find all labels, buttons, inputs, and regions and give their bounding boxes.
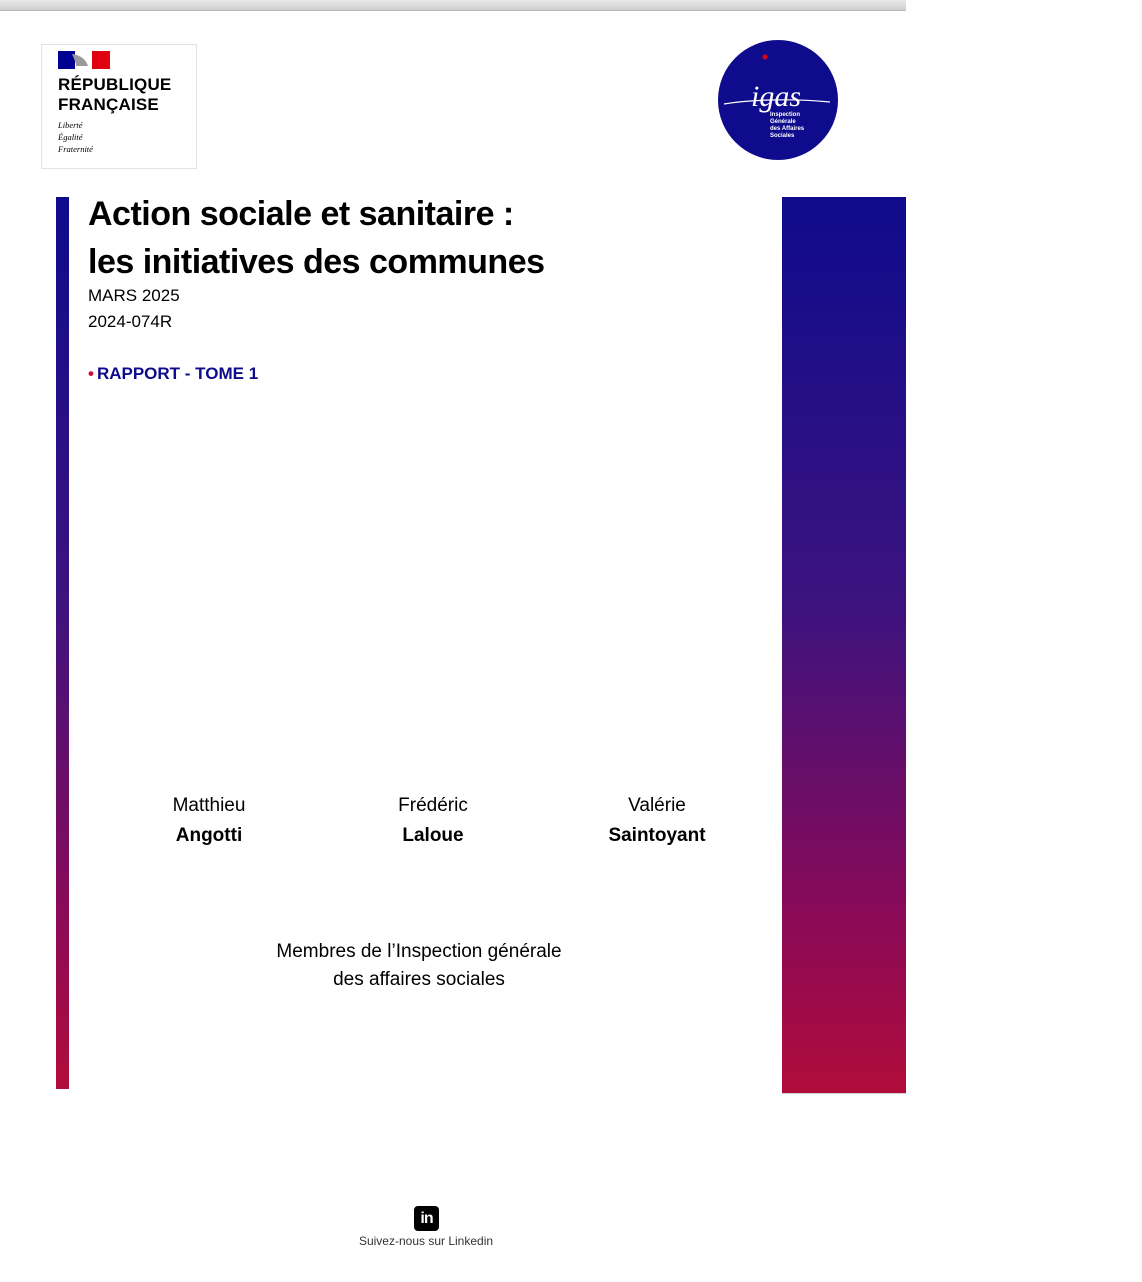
rapport-band-text: RAPPORT bbox=[932, 160, 1142, 1094]
linkedin-icon[interactable]: in bbox=[414, 1206, 439, 1231]
author-2 bbox=[333, 791, 533, 851]
author-3 bbox=[557, 791, 757, 851]
report-title-line-1: Action sociale et sanitaire : bbox=[88, 195, 514, 233]
author-first-name: Valérie bbox=[628, 795, 686, 816]
report-type bbox=[88, 364, 258, 384]
republique-motto: Liberté Égalité Fraternité bbox=[58, 120, 93, 154]
republique-francaise-logo bbox=[41, 44, 197, 169]
members-caption: Membres de l’Inspection générale des affaires sociales bbox=[276, 941, 562, 990]
rapport-side-band bbox=[782, 160, 1142, 1094]
band-divider bbox=[782, 1093, 906, 1094]
left-accent-bar bbox=[56, 197, 69, 1089]
igas-subtitle: Inspection Générale des Affaires Sociales bbox=[770, 112, 805, 139]
republique-francaise-name: RÉPUBLIQUE FRANÇAISE bbox=[58, 75, 172, 114]
report-title-line-2: les initiatives des communes bbox=[88, 243, 545, 281]
author-last-name: Laloue bbox=[402, 825, 464, 846]
marianne-flag-icon bbox=[58, 51, 110, 69]
author-last-name: Angotti bbox=[175, 825, 243, 846]
igas-wordmark: igas bbox=[750, 80, 802, 113]
author-first-name: Matthieu bbox=[172, 795, 246, 816]
author-last-name: Saintoyant bbox=[608, 825, 706, 846]
report-date: MARS 2025 bbox=[88, 286, 180, 305]
author-1 bbox=[109, 791, 309, 851]
author-first-name: Frédéric bbox=[398, 795, 468, 816]
bullet-icon: • bbox=[88, 364, 94, 383]
igas-logo bbox=[718, 40, 838, 160]
report-type-label: RAPPORT - TOME 1 bbox=[96, 364, 259, 383]
linkedin-link[interactable]: Suivez-nous sur Linkedin bbox=[358, 1234, 494, 1248]
window-top-bar bbox=[0, 0, 906, 11]
report-reference: 2024-074R bbox=[88, 312, 173, 331]
report-title bbox=[88, 190, 748, 286]
